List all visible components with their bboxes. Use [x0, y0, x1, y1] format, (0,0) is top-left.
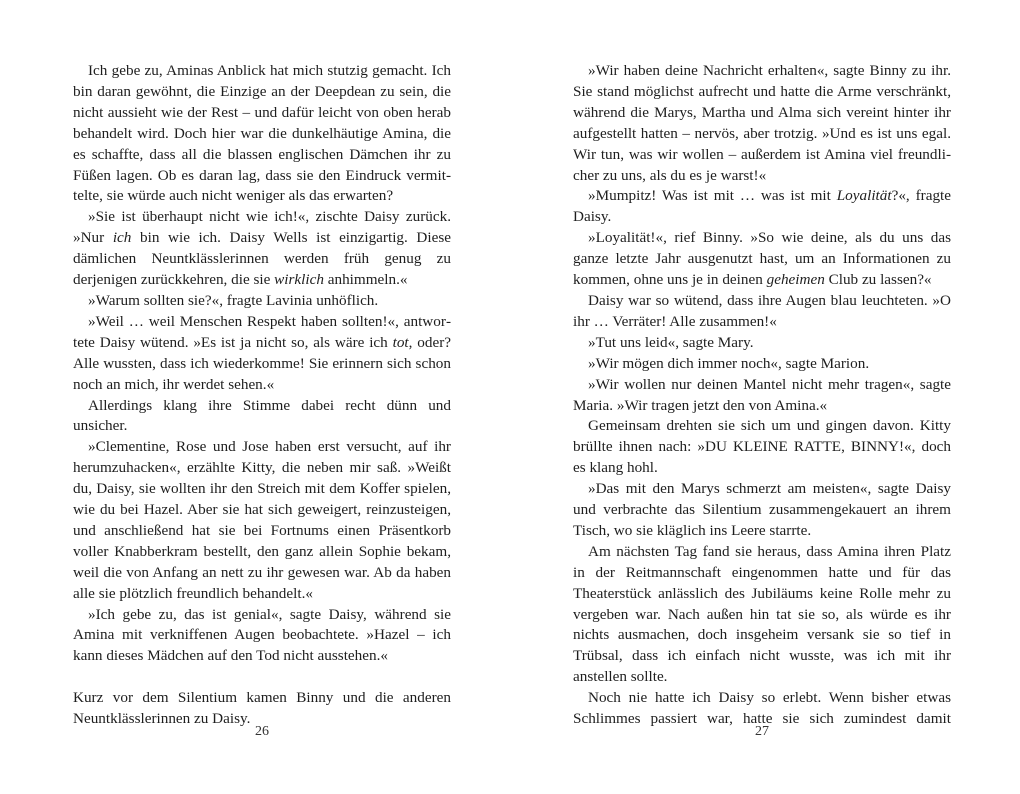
paragraph: »Wir haben deine Nachricht erhalten«, sagte Binny zu ihr. Sie stand möglichst aufrecht und hatte die Arme verschränkt, während die Marys, Martha und Alma sich vereint hinter ihr aufgestellt hatten – nervös, aber trotzig. »Und es ist uns egal. Wir tun, was wir wollen – außerdem ist Amina viel freundlicher zu uns, als du es je warst!«: [573, 62, 951, 184]
left-page-text: [73, 61, 451, 730]
paragraph: »Loyalität!«, rief Binny. »So wie deine, als du uns das ganze letzte Jahr ausgenutzt hast, um an Informationen zu kommen, ohne uns je in deinen geheimen Club zu lassen?«: [573, 229, 951, 289]
paragraph: Ich gebe zu, Aminas Anblick hat mich stutzig gemacht. Ich bin daran gewöhnt, die Einzige an der Deepdean zu sein, die nicht aussieht wie der Rest – und dafür leicht von oben herab behandelt wird. Doch hier war die dunkelhäutige Amina, die es schaffte, dass all die blassen englischen Dämchen ihr zu Füßen lagen. Ob es daran lag, dass sie den Eindruck vermittelte, sie würde auch nicht weniger als das erwarten?: [73, 62, 451, 205]
paragraph: »Wir mögen dich immer noch«, sagte Marion.: [588, 354, 870, 372]
paragraph: »Warum sollten sie?«, fragte Lavinia unhöflich.: [88, 291, 379, 309]
paragraph: Am nächsten Tag fand sie heraus, dass Amina ihren Platz in der Reitmannschaft eingenommen hatte und für das Theaterstück anlässlich des Jubiläums keine Rolle mehr zu vergeben war. Nach außen hin tat sie so, als würde es ihr nichts ausmachen, doch insgeheim versank sie so tief in Trübsal, dass ich einfach nicht wusste, was ich mit ihr anstellen sollte.: [573, 542, 951, 686]
page-number-right: 27: [755, 724, 769, 739]
paragraph: Daisy war so wütend, dass ihre Augen blau leuchteten. »O ihr … Verräter! Alle zusammen!«: [573, 291, 951, 330]
paragraph: »Sie ist überhaupt nicht wie ich!«, zischte Daisy zurück. »Nur ich bin wie ich. Daisy Wells ist einzigartig. Diese dämlichen Neuntklässlerinnen werden früh genug zu derjenigen zurückkehren, die sie wirklich anhimmeln.«: [73, 208, 451, 289]
paragraph: Gemeinsam drehten sie sich um und gingen davon. Kitty brüllte ihnen nach: »DU KLEINE RATTE, BINNY!«, doch es klang hohl.: [573, 417, 951, 477]
paragraph: »Mumpitz! Was ist mit … was ist mit Loyalität?«, fragte Daisy.: [573, 187, 951, 226]
paragraph: »Weil … weil Menschen Respekt haben sollten!«, antwortete Daisy wütend. »Es ist ja nicht so, als wäre ich tot, oder? Alle wussten, dass ich wiederkomme! Sie erinnern sich schon noch an mich, ihr werdet sehen.«: [73, 312, 451, 393]
paragraph: »Tut uns leid«, sagte Mary.: [588, 333, 754, 351]
section-paragraph: Kurz vor dem Silentium kamen Binny und die anderen Neuntklässlerinnen zu Daisy.: [73, 689, 451, 728]
paragraph: »Wir wollen nur deinen Mantel nicht mehr tragen«, sagte Maria. »Wir tragen jetzt den von Amina.«: [573, 375, 951, 414]
page-number-left: 26: [255, 724, 269, 739]
paragraph: Noch nie hatte ich Daisy so erlebt. Wenn bisher etwas Schlimmes passiert war, hatte sie sich zumindest damit: [573, 689, 951, 728]
paragraph: Allerdings klang ihre Stimme dabei recht dünn und unsicher.: [73, 396, 451, 435]
paragraph: »Clementine, Rose und Jose haben erst versucht, auf ihr herumzuhacken«, erzählte Kitty, die neben mir saß. »Weißt du, Daisy, sie wollten ihr den Streich mit dem Koffer spielen, wie du bei Hazel. Aber sie hat sich geweigert, reinzusteigen, und anschließend hat sie bei Fortnums einen Präsentkorb voller Knabberkram bestellt, den ganz allein Sophie bekam, weil die von Anfang an nett zu ihr gewesen war. Ab da haben alle sie plötzlich freundlich behandelt.«: [73, 438, 451, 602]
paragraph: »Ich gebe zu, das ist genial«, sagte Daisy, während sie Amina mit verkniffenen Augen beobachtete. »Hazel – ich kann dieses Mädchen auf den Tod nicht ausstehen.«: [73, 605, 451, 665]
paragraph: »Das mit den Marys schmerzt am meisten«, sagte Daisy und verbrachte das Silentium zusammengekauert an ihrem Tisch, wo sie kläglich ins Leere starrte.: [573, 480, 951, 539]
right-page-text: [573, 61, 951, 730]
